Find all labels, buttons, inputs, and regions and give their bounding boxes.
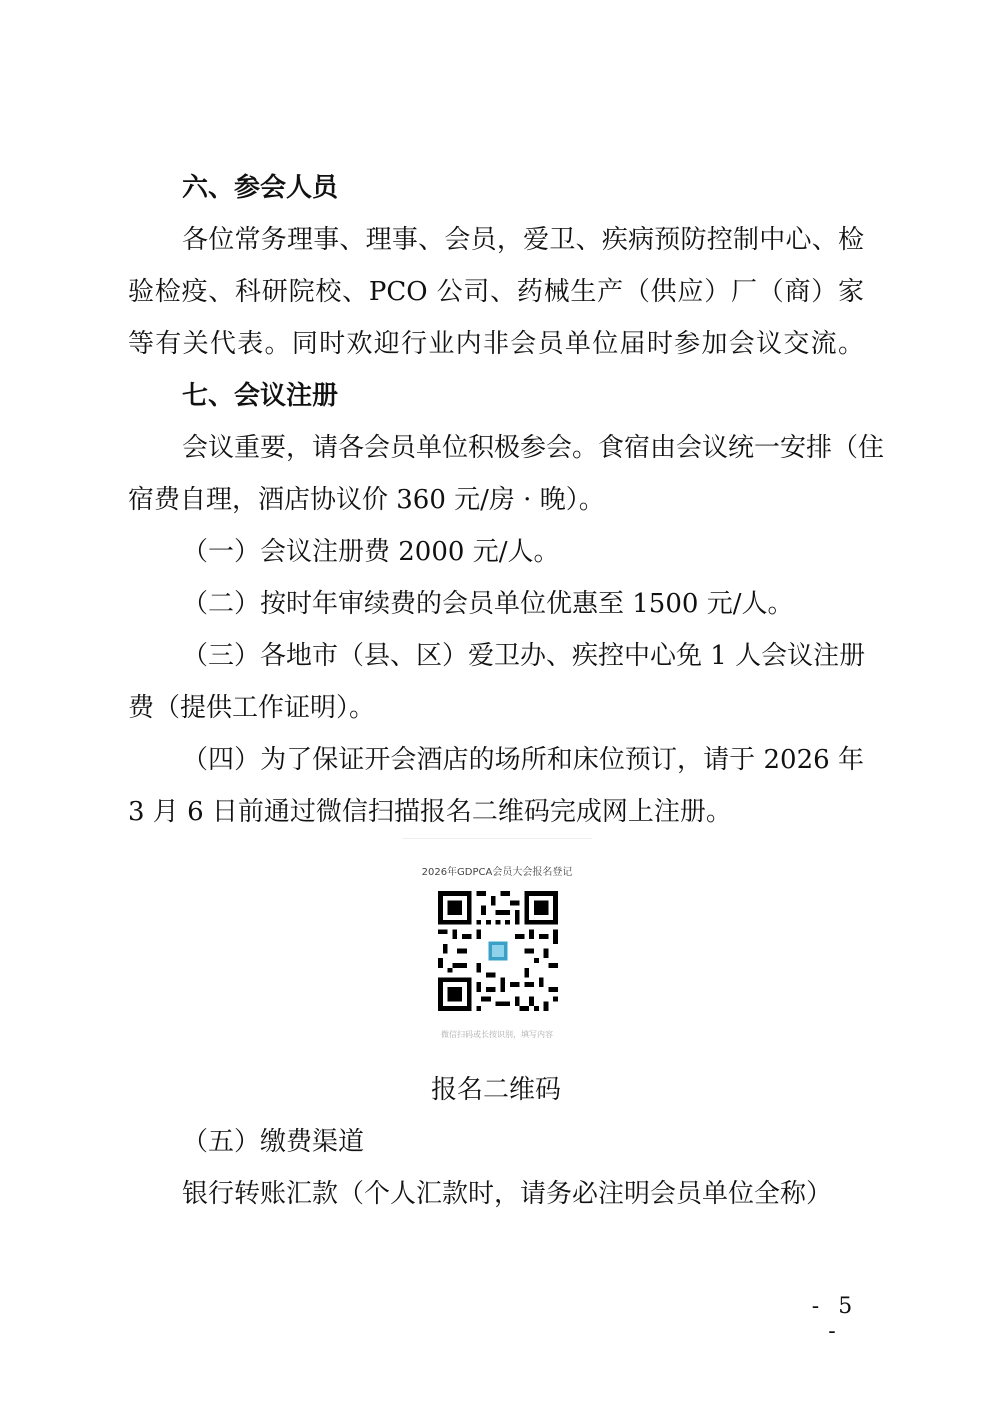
- registration-item-4-line-2: 3 月 6 日前通过微信扫描报名二维码完成网上注册。: [128, 797, 732, 827]
- registration-item-3-line-1: （三）各地市（县、区）爱卫办、疾控中心免 1 人会议注册: [182, 641, 866, 671]
- qr-card-title: 2026年GDPCA会员大会报名登记: [421, 867, 573, 878]
- section-six-line-2: 验检疫、科研院校、PCO 公司、药械生产（供应）厂（商）家: [128, 277, 864, 307]
- registration-item-3-line-2: 费（提供工作证明）。: [128, 693, 376, 723]
- registration-item-1: （一）会议注册费 2000 元/人。: [182, 537, 560, 567]
- section-six-line-3: 等有关代表。同时欢迎行业内非会员单位届时参加会议交流。: [128, 329, 864, 359]
- qr-registration-card: [402, 838, 592, 1051]
- registration-item-4-line-1: （四）为了保证开会酒店的场所和床位预订，请于 2026 年: [182, 745, 864, 775]
- section-six-line-1: 各位常务理事、理事、会员，爱卫、疾病预防控制中心、检: [182, 225, 864, 255]
- section-seven-heading: 七、会议注册: [182, 381, 339, 411]
- section-seven-intro-line-1: 会议重要，请各会员单位积极参会。食宿由会议统一安排（住: [182, 433, 885, 463]
- payment-heading: （五）缴费渠道: [182, 1127, 365, 1157]
- qr-caption: 报名二维码: [430, 1075, 561, 1105]
- section-seven-intro-line-2: 宿费自理，酒店协议价 360 元/房 · 晚）。: [128, 485, 605, 515]
- section-six-heading: 六、参会人员: [182, 173, 339, 203]
- qr-code-icon[interactable]: [438, 891, 558, 1011]
- qr-scan-hint: 微信扫码或长按识别，填写内容: [441, 1030, 553, 1039]
- payment-bank-transfer-line: 银行转账汇款（个人汇款时，请务必注明会员单位全称）: [182, 1179, 833, 1209]
- registration-item-2: （二）按时年审续费的会员单位优惠至 1500 元/人。: [182, 589, 794, 619]
- page-number: - 5 -: [811, 1294, 859, 1344]
